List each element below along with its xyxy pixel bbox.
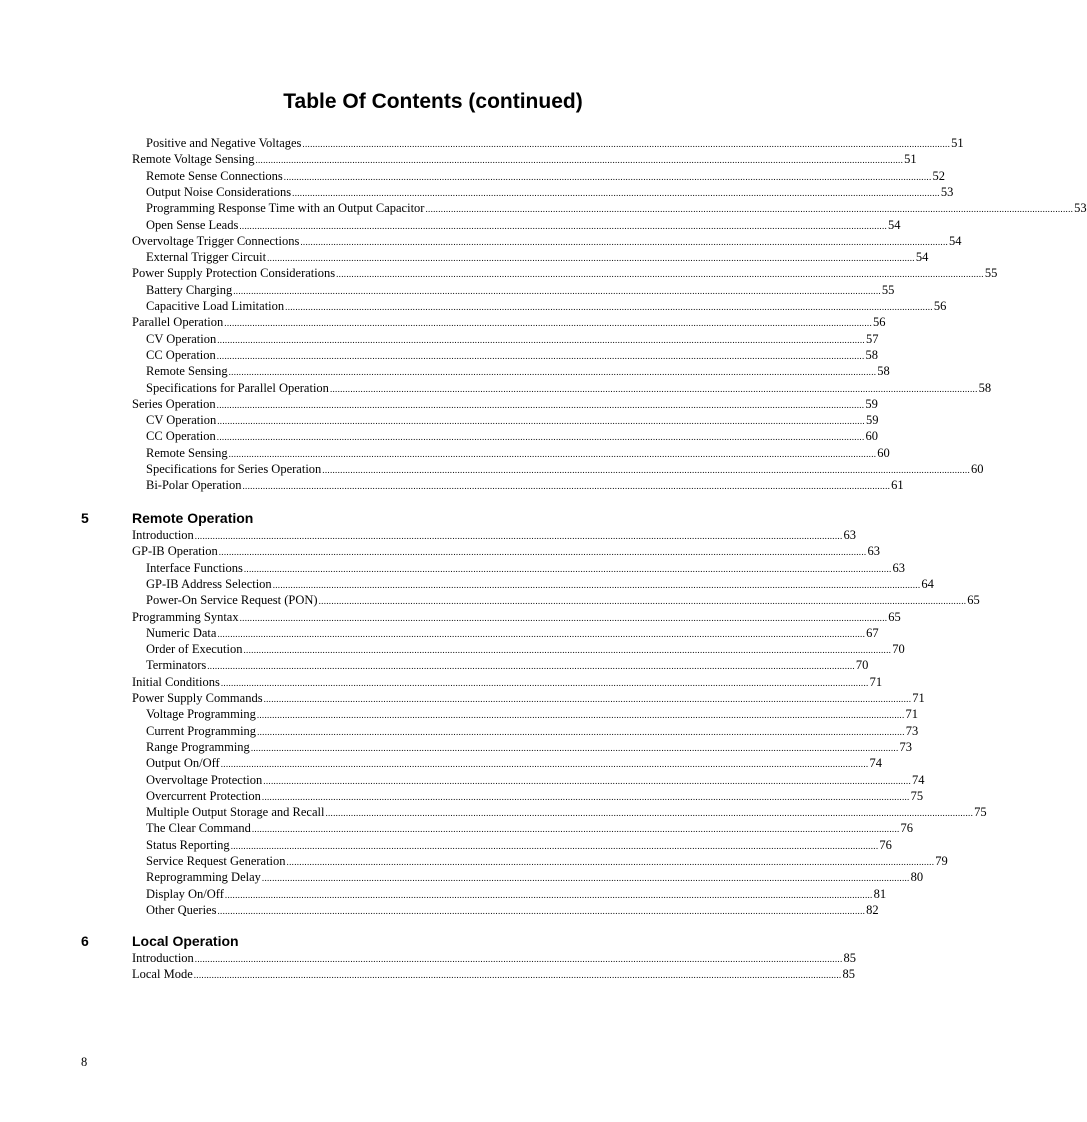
dot-leader: .............................................................................................................................................................................................................................................................. — [243, 563, 892, 574]
dot-leader: .............................................................................................................................................................................................................................................................. — [217, 905, 866, 916]
toc-entry-label: Capacitive Load Limitation — [146, 299, 285, 313]
dot-leader: .............................................................................................................................................................................................................................................................. — [242, 481, 891, 492]
toc-entry-label: Service Request Generation — [146, 854, 286, 868]
toc-entry-label: Numeric Data — [146, 625, 217, 640]
toc-entry-page: 85 — [842, 967, 855, 982]
toc-entry[interactable] — [146, 706, 919, 722]
toc-entry-label: Output Noise Considerations — [146, 184, 292, 199]
toc-entry[interactable] — [146, 184, 954, 200]
toc-entry-label: Bi-Polar Operation — [146, 478, 242, 493]
toc-entry-page: 51 — [951, 136, 964, 150]
toc-entry-label: Voltage Programming — [146, 707, 256, 722]
toc-entry-label: Local Mode — [132, 967, 193, 982]
toc-entry[interactable] — [146, 461, 984, 477]
dot-leader: .............................................................................................................................................................................................................................................................. — [228, 448, 877, 459]
toc-entry-label: GP-IB Operation — [132, 544, 218, 559]
toc-entry-page: 64 — [921, 576, 934, 591]
toc-entry-page: 63 — [843, 528, 856, 542]
toc-entry[interactable] — [132, 233, 962, 249]
dot-leader: .............................................................................................................................................................................................................................................................. — [286, 857, 935, 867]
toc-entry[interactable] — [146, 772, 925, 788]
dot-leader: .............................................................................................................................................................................................................................................................. — [329, 383, 978, 394]
dot-leader: .............................................................................................................................................................................................................................................................. — [425, 204, 1074, 215]
toc-entry-label: CV Operation — [146, 413, 217, 428]
toc-entry-page: 63 — [892, 560, 906, 575]
toc-entry-page: 79 — [935, 854, 948, 868]
toc-entry-label: Terminators — [146, 658, 207, 673]
toc-entry[interactable] — [132, 543, 880, 559]
dot-leader: .............................................................................................................................................................................................................................................................. — [267, 253, 915, 264]
toc-entry[interactable] — [146, 331, 879, 347]
toc-entry-label: Positive and Negative Voltages — [146, 136, 302, 150]
dot-leader: .............................................................................................................................................................................................................................................................. — [239, 612, 888, 623]
dot-leader: .............................................................................................................................................................................................................................................................. — [255, 155, 904, 166]
toc-entry-label: Remote Sense Connections — [146, 168, 283, 183]
dot-leader: .............................................................................................................................................................................................................................................................. — [257, 726, 905, 737]
dot-leader: .............................................................................................................................................................................................................................................................. — [207, 661, 855, 672]
dot-leader: .............................................................................................................................................................................................................................................................. — [302, 139, 951, 149]
chapter-heading — [0, 933, 866, 951]
toc-entry[interactable] — [132, 314, 886, 330]
toc-entry-label: Programming Syntax — [132, 609, 239, 624]
dot-leader: .............................................................................................................................................................................................................................................................. — [322, 465, 970, 475]
dot-leader: .............................................................................................................................................................................................................................................................. — [194, 954, 843, 964]
toc-entry[interactable] — [146, 363, 890, 379]
toc-entry-page: 65 — [967, 593, 980, 608]
dot-leader: .............................................................................................................................................................................................................................................................. — [243, 645, 892, 656]
toc-entry[interactable] — [146, 739, 913, 755]
dot-leader: .............................................................................................................................................................................................................................................................. — [216, 432, 865, 443]
toc-entry[interactable] — [146, 641, 905, 657]
dot-leader: .............................................................................................................................................................................................................................................................. — [272, 579, 921, 590]
toc-entry-label: GP-IB Address Selection — [146, 576, 272, 591]
toc-entry[interactable] — [146, 869, 924, 885]
toc-entry[interactable] — [146, 428, 878, 444]
dot-leader: .............................................................................................................................................................................................................................................................. — [233, 285, 881, 296]
dot-leader: .............................................................................................................................................................................................................................................................. — [263, 694, 912, 704]
toc-entry-page: 85 — [843, 951, 856, 965]
dot-leader: .............................................................................................................................................................................................................................................................. — [261, 873, 910, 884]
toc-entry-page: 60 — [877, 445, 890, 460]
toc-entry[interactable] — [146, 886, 887, 902]
toc-entry-page: 75 — [910, 788, 924, 803]
toc-entry-label: Remote Sensing — [146, 364, 228, 379]
toc-entry[interactable] — [146, 560, 906, 576]
toc-entry[interactable] — [146, 576, 934, 592]
toc-entry[interactable] — [146, 902, 879, 918]
toc-entry-page: 55 — [984, 266, 998, 281]
toc-entry-page: 55 — [881, 282, 895, 297]
dot-leader: .............................................................................................................................................................................................................................................................. — [263, 775, 911, 786]
toc-entry-page: 76 — [900, 821, 914, 836]
toc-entry-page: 58 — [877, 364, 890, 379]
toc-entry[interactable] — [146, 168, 945, 184]
toc-entry[interactable] — [132, 950, 856, 966]
dot-leader: .............................................................................................................................................................................................................................................................. — [194, 531, 843, 541]
chapter-heading — [0, 510, 866, 528]
toc-entry-page: 65 — [888, 609, 901, 624]
toc-entry[interactable] — [146, 217, 901, 233]
toc-entry-label: Current Programming — [146, 723, 257, 738]
dot-leader: .............................................................................................................................................................................................................................................................. — [285, 302, 933, 312]
dot-leader: .............................................................................................................................................................................................................................................................. — [220, 759, 869, 770]
toc-entry-page: 57 — [865, 331, 879, 346]
toc-entry[interactable] — [146, 788, 924, 804]
toc-entry[interactable] — [146, 837, 892, 853]
toc-entry[interactable] — [132, 527, 856, 543]
dot-leader: .............................................................................................................................................................................................................................................................. — [251, 824, 900, 835]
toc-entry-label: Power Supply Commands — [132, 691, 263, 705]
toc-entry-label: Remote Sensing — [146, 445, 228, 460]
toc-entry-page: 54 — [949, 233, 962, 248]
dot-leader: .............................................................................................................................................................................................................................................................. — [224, 318, 872, 329]
toc-entry[interactable] — [132, 966, 855, 982]
toc-entry-page: 54 — [915, 250, 929, 265]
toc-entry-page: 56 — [933, 299, 947, 313]
toc-entry-label: Order of Execution — [146, 642, 243, 657]
toc-entry[interactable] — [146, 820, 914, 836]
toc-entry[interactable] — [146, 657, 869, 673]
toc-entry[interactable] — [146, 412, 879, 428]
toc-entry-page: 71 — [905, 707, 919, 722]
dot-leader: .............................................................................................................................................................................................................................................................. — [220, 677, 869, 688]
toc-entry[interactable] — [146, 445, 890, 461]
dot-leader: .............................................................................................................................................................................................................................................................. — [250, 742, 899, 753]
dot-leader: .............................................................................................................................................................................................................................................................. — [193, 970, 842, 981]
toc-entry-page: 75 — [974, 805, 987, 820]
dot-leader: .............................................................................................................................................................................................................................................................. — [239, 220, 888, 231]
toc-entry[interactable] — [146, 380, 992, 396]
toc-entry-page: 70 — [855, 658, 869, 673]
toc-entry-page: 67 — [866, 625, 879, 640]
toc-entry-label: Reprogramming Delay — [146, 870, 261, 885]
toc-entry-page: 60 — [971, 462, 984, 476]
toc-entry-label: Initial Conditions — [132, 674, 220, 689]
chapter-title: Remote Operation — [132, 510, 254, 526]
toc-entry-page: 53 — [1074, 201, 1087, 216]
page-number: 8 — [81, 1055, 88, 1069]
toc-entry[interactable] — [146, 625, 879, 641]
dot-leader: .............................................................................................................................................................................................................................................................. — [336, 269, 984, 280]
dot-leader: .............................................................................................................................................................................................................................................................. — [224, 889, 873, 900]
page-title: Table Of Contents (continued) — [283, 90, 583, 113]
toc-entry-label: Display On/Off — [146, 886, 224, 901]
toc-entry-label: Battery Charging — [146, 282, 233, 297]
toc-entry-label: CV Operation — [146, 331, 217, 346]
toc-entry-page: 61 — [891, 478, 904, 493]
toc-entry-label: Series Operation — [132, 396, 216, 411]
dot-leader: .............................................................................................................................................................................................................................................................. — [228, 367, 877, 378]
toc-entry-label: Status Reporting — [146, 837, 230, 852]
toc-entry-label: The Clear Command — [146, 821, 251, 836]
toc-entry-page: 58 — [865, 347, 878, 362]
toc-entry-page: 82 — [866, 902, 879, 917]
toc-entry-label: CC Operation — [146, 429, 216, 444]
dot-leader: .............................................................................................................................................................................................................................................................. — [230, 840, 879, 851]
dot-leader: .............................................................................................................................................................................................................................................................. — [292, 187, 940, 198]
toc-entry[interactable] — [132, 609, 901, 625]
toc-entry-label: Overvoltage Protection — [146, 772, 263, 787]
toc-entry-page: 70 — [892, 642, 905, 657]
toc-entry[interactable] — [146, 249, 929, 265]
dot-leader: .............................................................................................................................................................................................................................................................. — [300, 236, 949, 247]
toc-entry-page: 73 — [905, 723, 919, 738]
dot-leader: .............................................................................................................................................................................................................................................................. — [216, 399, 865, 410]
toc-entry-label: Interface Functions — [146, 560, 243, 575]
dot-leader: .............................................................................................................................................................................................................................................................. — [325, 808, 974, 819]
toc-entry-label: Overcurrent Protection — [146, 788, 261, 803]
toc-entry-label: Open Sense Leads — [146, 217, 239, 232]
toc-entry-page: 81 — [873, 886, 887, 901]
toc-entry-page: 73 — [899, 739, 913, 754]
toc-entry-label: Programming Response Time with an Output Capacitor — [146, 201, 425, 216]
chapter-number: 5 — [81, 510, 89, 526]
toc-entry[interactable] — [146, 347, 878, 363]
toc-entry[interactable] — [146, 755, 882, 771]
dot-leader: .............................................................................................................................................................................................................................................................. — [216, 350, 865, 361]
toc-entry[interactable] — [146, 853, 948, 869]
toc-entry[interactable] — [146, 298, 947, 314]
toc-entry-label: Output On/Off — [146, 756, 220, 771]
toc-entry-label: Other Queries — [146, 902, 217, 917]
dot-leader: .............................................................................................................................................................................................................................................................. — [261, 791, 910, 802]
toc-entry[interactable] — [146, 135, 964, 151]
toc-entry[interactable] — [132, 151, 917, 167]
toc-entry[interactable] — [132, 690, 925, 706]
dot-leader: .............................................................................................................................................................................................................................................................. — [218, 547, 867, 558]
toc-entry-page: 74 — [912, 772, 925, 787]
toc-entry-label: Specifications for Series Operation — [146, 462, 322, 476]
toc-entry-page: 80 — [910, 870, 924, 885]
toc-entry-label: CC Operation — [146, 347, 216, 362]
chapter-number: 6 — [81, 933, 89, 949]
dot-leader: .............................................................................................................................................................................................................................................................. — [217, 416, 865, 427]
toc-entry-label: Multiple Output Storage and Recall — [146, 805, 325, 820]
toc-entry[interactable] — [146, 723, 919, 739]
toc-entry-page: 59 — [865, 396, 878, 411]
toc-entry-label: Specifications for Parallel Operation — [146, 380, 329, 395]
toc-entry[interactable] — [146, 282, 895, 298]
toc-entry-label: Power-On Service Request (PON) — [146, 593, 318, 608]
toc-entry[interactable] — [132, 396, 878, 412]
toc-entry[interactable] — [146, 477, 904, 493]
toc-entry-page: 59 — [865, 413, 879, 428]
toc-entry-page: 71 — [869, 674, 883, 689]
chapter-title: Local Operation — [132, 933, 239, 949]
toc-entry-label: Remote Voltage Sensing — [132, 152, 255, 167]
toc-entry-label: Introduction — [132, 951, 194, 965]
toc-entry-page: 63 — [867, 544, 880, 559]
dot-leader: .............................................................................................................................................................................................................................................................. — [283, 171, 932, 182]
toc-entry[interactable] — [132, 265, 998, 281]
toc-entry[interactable] — [146, 200, 1087, 216]
toc-entry-page: 76 — [879, 837, 892, 852]
dot-leader: .............................................................................................................................................................................................................................................................. — [217, 334, 865, 345]
toc-entry-label: Parallel Operation — [132, 315, 224, 330]
dot-leader: .............................................................................................................................................................................................................................................................. — [217, 628, 866, 639]
toc-entry-label: External Trigger Circuit — [146, 250, 267, 265]
toc-entry-page: 71 — [912, 691, 925, 705]
toc-entry-page: 74 — [869, 756, 882, 771]
toc-entry-label: Power Supply Protection Considerations — [132, 266, 336, 281]
toc-entry-page: 58 — [978, 380, 992, 395]
toc-entry-page: 52 — [932, 168, 945, 183]
toc-entry-page: 56 — [873, 315, 886, 330]
toc-entry[interactable] — [146, 592, 980, 608]
dot-leader: .............................................................................................................................................................................................................................................................. — [256, 710, 905, 721]
dot-leader: .............................................................................................................................................................................................................................................................. — [318, 596, 967, 607]
toc-entry-label: Range Programming — [146, 739, 250, 754]
toc-entry-label: Introduction — [132, 528, 194, 542]
toc-entry-page: 53 — [940, 184, 954, 199]
toc-entry-page: 54 — [888, 217, 901, 232]
toc-entry[interactable] — [146, 804, 987, 820]
toc-entry[interactable] — [132, 674, 883, 690]
toc-entry-label: Overvoltage Trigger Connections — [132, 233, 300, 248]
toc-entry-page: 51 — [904, 152, 917, 167]
toc-entry-page: 60 — [865, 429, 878, 444]
